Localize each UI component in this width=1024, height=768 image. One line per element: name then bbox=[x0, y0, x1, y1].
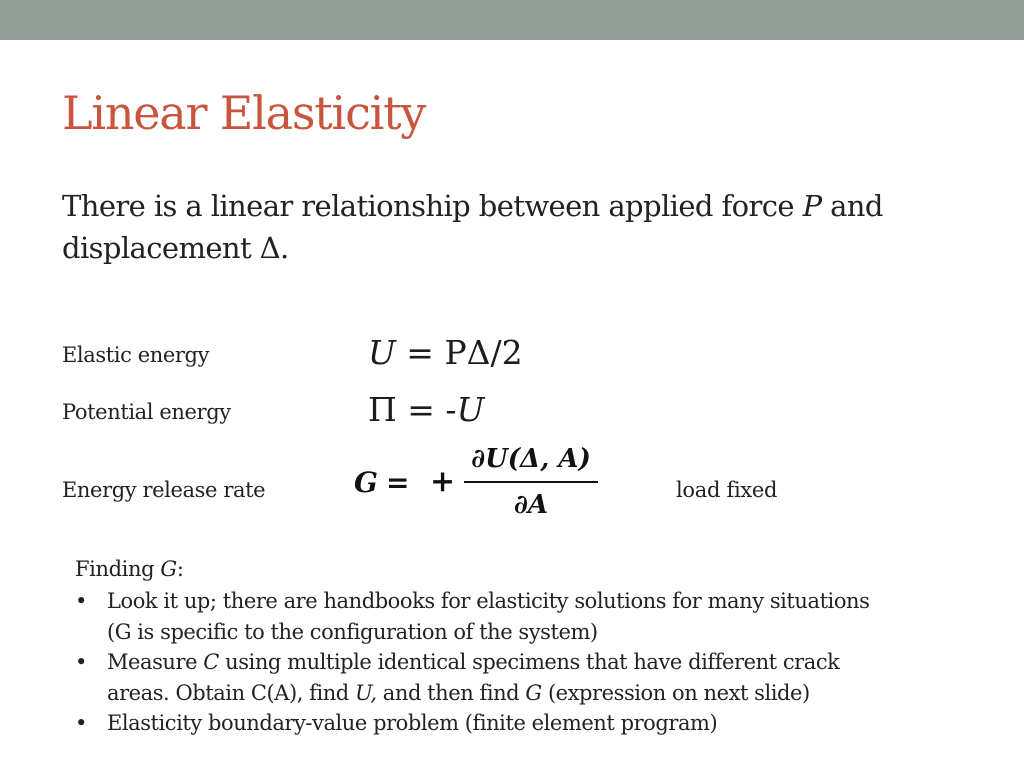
energy-release-rate-label: Energy release rate bbox=[62, 478, 266, 502]
potential-energy-equation bbox=[368, 390, 484, 429]
bullet-glyph: • bbox=[75, 711, 87, 735]
potential-energy-label: Potential energy bbox=[62, 400, 231, 424]
force-symbol: P bbox=[802, 189, 822, 223]
bullet-text: Elasticity boundary-value problem (finite element program) bbox=[107, 711, 718, 735]
bullet-symbol-g: G bbox=[525, 680, 542, 705]
bullet-text-d: (expression on next slide) bbox=[541, 680, 810, 705]
finding-bullet-list bbox=[75, 586, 895, 739]
list-item bbox=[75, 647, 895, 708]
bullet-symbol-c: C bbox=[203, 650, 219, 674]
bullet-symbol-u: U, bbox=[355, 680, 377, 705]
elastic-energy-label: Elastic energy bbox=[62, 343, 210, 367]
bullet-text-c: and then find bbox=[376, 680, 526, 705]
finding-heading bbox=[75, 557, 184, 581]
formula-denominator: ∂A bbox=[513, 490, 549, 520]
bullet-glyph: • bbox=[75, 589, 87, 613]
intro-paragraph bbox=[62, 185, 962, 269]
potential-energy-var: U bbox=[456, 390, 485, 429]
list-item bbox=[75, 708, 895, 739]
finding-prefix: Finding bbox=[75, 557, 161, 581]
elastic-energy-equation bbox=[368, 333, 523, 372]
elastic-energy-expr: = PΔ/2 bbox=[395, 333, 523, 372]
energy-release-rate-formula bbox=[354, 440, 604, 524]
finding-symbol: G bbox=[160, 557, 177, 581]
elastic-energy-var: U bbox=[368, 333, 396, 372]
load-fixed-note: load fixed bbox=[676, 478, 778, 502]
bullet-glyph: • bbox=[75, 650, 87, 674]
bullet-text-b: using multiple identical specimens that have different crack areas. Obtain C(A), find bbox=[107, 650, 840, 705]
list-item bbox=[75, 586, 895, 647]
fraction-bar bbox=[464, 481, 598, 483]
top-accent-bar bbox=[0, 0, 1024, 40]
bullet-text: Look it up; there are handbooks for elasticity solutions for many situations (G is specific to the configuration of the system) bbox=[107, 589, 870, 644]
intro-text-start: There is a linear relationship between applied force bbox=[62, 189, 803, 223]
bullet-text-a: Measure bbox=[107, 650, 204, 674]
formula-sign: + bbox=[430, 464, 456, 499]
intro-text-end: and displacement Δ. bbox=[62, 189, 883, 265]
formula-equals: = bbox=[386, 466, 410, 499]
formula-numerator: ∂U(Δ, A) bbox=[471, 444, 591, 474]
finding-suffix: : bbox=[176, 557, 184, 581]
formula-lhs: G bbox=[354, 466, 378, 499]
formula-fraction bbox=[464, 440, 598, 523]
slide-title: Linear Elasticity bbox=[62, 86, 426, 140]
potential-energy-expr: Π = - bbox=[368, 390, 457, 429]
